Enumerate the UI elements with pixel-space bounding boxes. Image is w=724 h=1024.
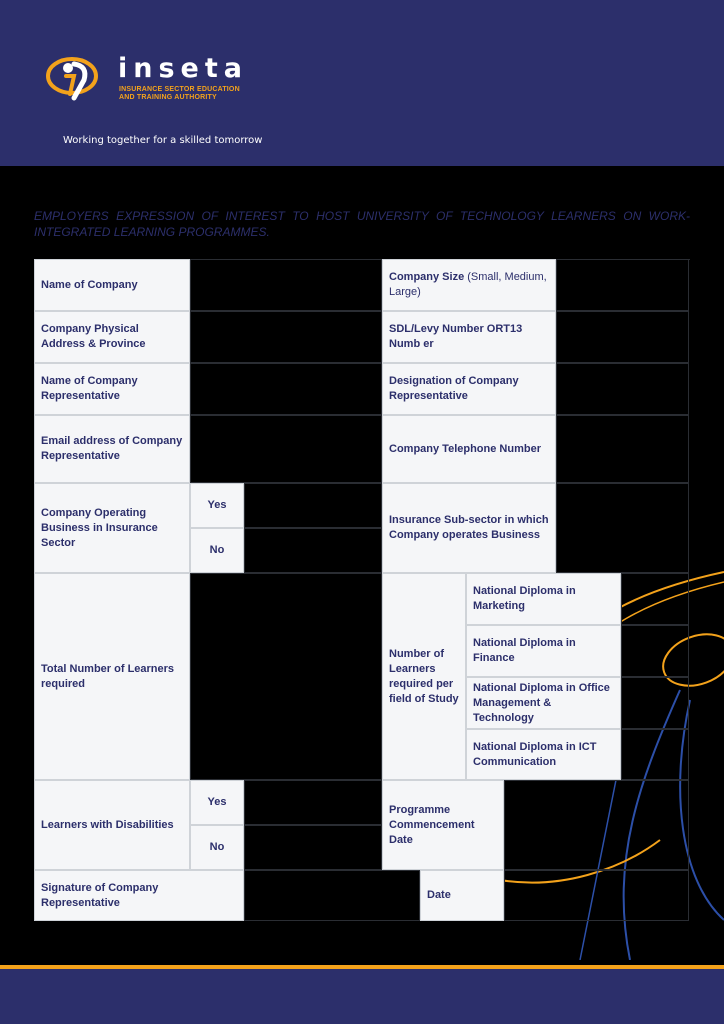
label-telephone: Company Telephone Number: [382, 415, 556, 483]
label-rep-name: Name of Company Representative: [34, 363, 190, 415]
label-learners-per-field: Number of Learners required per field of Study: [382, 573, 466, 780]
field-ict-input[interactable]: [621, 729, 689, 780]
rep-designation-input[interactable]: [556, 363, 689, 415]
disabilities-yes-input[interactable]: [244, 780, 382, 825]
brand-name: inseta: [118, 53, 248, 84]
form-title: EMPLOYERS EXPRESSION OF INTEREST TO HOST UNIVERSITY OF TECHNOLOGY LEARNERS ON WORK-INTEGRATED LEARNING PROGRAMMES.: [34, 209, 690, 239]
inseta-logo-icon: [44, 52, 100, 102]
disabilities-no-label: No: [190, 825, 244, 870]
operating-yes-label: Yes: [190, 483, 244, 528]
field-marketing-input[interactable]: [621, 573, 689, 625]
brand-subtitle: INSURANCE SECTOR EDUCATION AND TRAINING AUTHORITY: [119, 86, 240, 101]
field-ict: National Diploma in ICT Communication: [466, 729, 621, 780]
label-physical-address: Company Physical Address & Province: [34, 311, 190, 363]
label-commencement: Programme Commencement Date: [382, 780, 504, 870]
field-finance-input[interactable]: [621, 625, 689, 677]
date-input[interactable]: [504, 870, 689, 921]
disabilities-no-input[interactable]: [244, 825, 382, 870]
disabilities-yes-label: Yes: [190, 780, 244, 825]
label-rep-designation: Designation of Company Representative: [382, 363, 556, 415]
header-banner: [0, 0, 724, 166]
sdl-number-input[interactable]: [556, 311, 689, 363]
footer-bar: [0, 965, 724, 1024]
physical-address-input[interactable]: [190, 311, 382, 363]
field-finance: National Diploma in Finance: [466, 625, 621, 677]
label-total-learners: Total Number of Learners required: [34, 573, 190, 780]
field-marketing: National Diploma in Marketing: [466, 573, 621, 625]
rep-email-input[interactable]: [190, 415, 382, 483]
label-date: Date: [420, 870, 504, 921]
operating-no-label: No: [190, 528, 244, 573]
sub-sector-input[interactable]: [556, 483, 689, 573]
label-sub-sector: Insurance Sub-sector in which Company operates Business: [382, 483, 556, 573]
label-rep-email: Email address of Company Representative: [34, 415, 190, 483]
commencement-input[interactable]: [504, 780, 689, 870]
operating-yes-input[interactable]: [244, 483, 382, 528]
name-of-company-input[interactable]: [190, 259, 382, 311]
telephone-input[interactable]: [556, 415, 689, 483]
label-company-size: Company Size (Small, Medium, Large): [382, 259, 556, 311]
company-size-input[interactable]: [556, 259, 689, 311]
rep-name-input[interactable]: [190, 363, 382, 415]
label-signature: Signature of Company Representative: [34, 870, 244, 921]
label-sdl-number: SDL/Levy Number ORT13 Numb er: [382, 311, 556, 363]
field-office-management-input[interactable]: [621, 677, 689, 729]
label-disabilities: Learners with Disabilities: [34, 780, 190, 870]
operating-no-input[interactable]: [244, 528, 382, 573]
total-learners-input[interactable]: [190, 573, 382, 780]
label-name-of-company: Name of Company: [34, 259, 190, 311]
label-operating-insurance: Company Operating Business in Insurance Sector: [34, 483, 190, 573]
signature-input[interactable]: [244, 870, 420, 921]
tagline: Working together for a skilled tomorrow: [63, 135, 263, 146]
field-office-management: National Diploma in Office Management & Technology: [466, 677, 621, 729]
